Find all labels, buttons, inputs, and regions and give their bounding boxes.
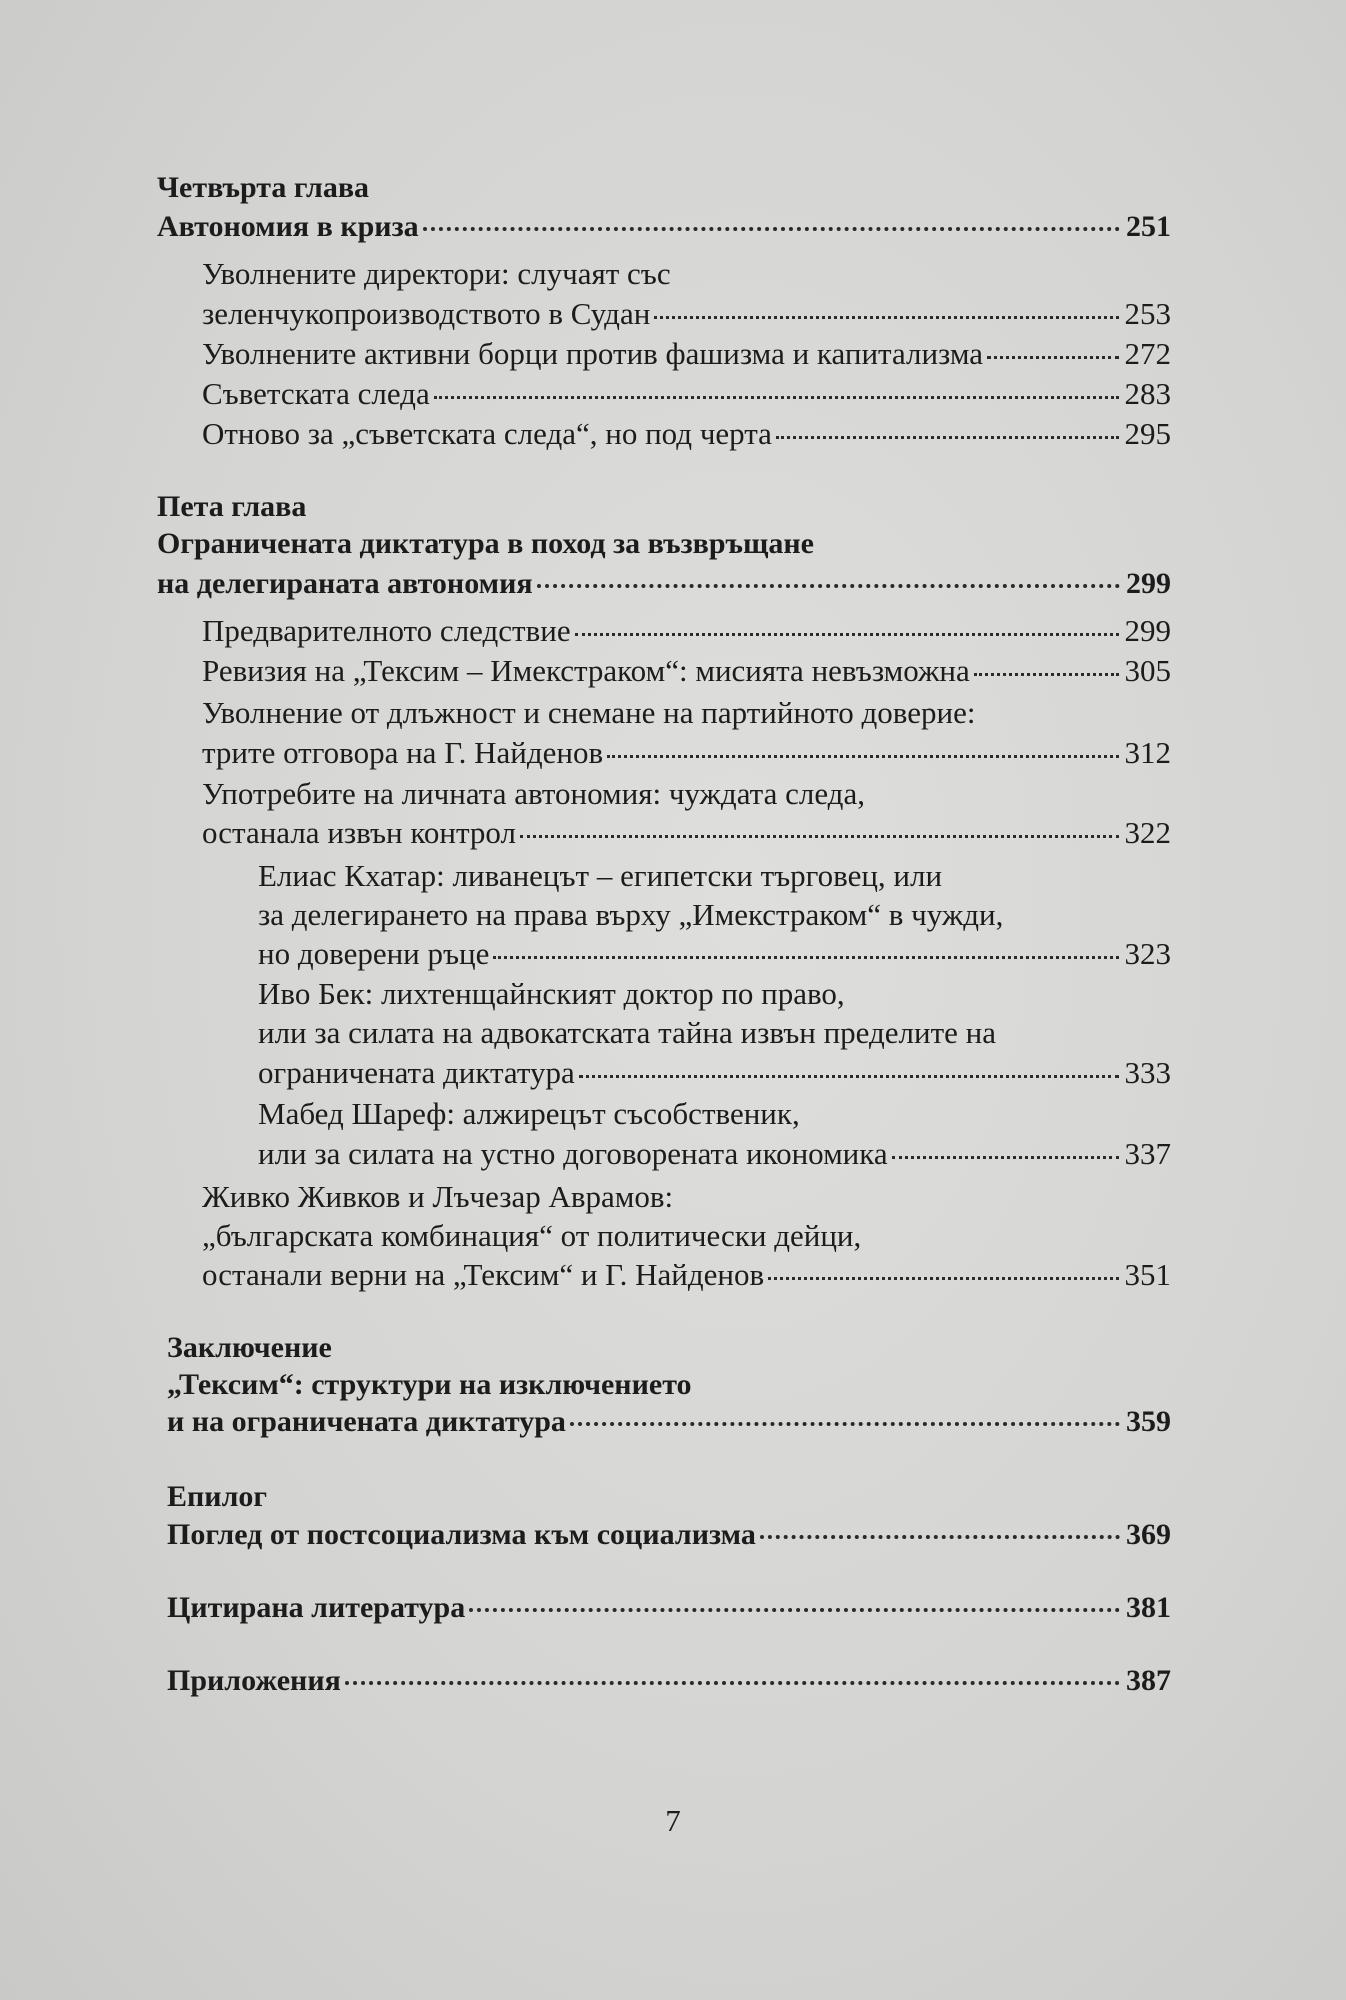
- toc-entry: [157, 566, 1171, 602]
- toc-entry: [167, 1517, 1171, 1553]
- entry-page: 312: [1124, 735, 1171, 770]
- entry-page: 351: [1124, 1257, 1171, 1292]
- chapter-label: Пета глава: [157, 490, 307, 523]
- toc-entry: [167, 1404, 1171, 1440]
- entry-page: 322: [1124, 815, 1171, 850]
- entry-title: Съветската следа: [202, 376, 430, 411]
- entry-title: Уволнените директори: случаят със: [202, 256, 671, 291]
- dot-leader: [469, 1607, 1120, 1612]
- toc-entry: [167, 1663, 1171, 1699]
- entry-title: Иво Бек: лихтенщайнският доктор по право,: [258, 976, 845, 1011]
- entry-page: 283: [1124, 376, 1171, 411]
- entry-title: Автономия в криза: [157, 210, 419, 243]
- dot-leader: [654, 315, 1118, 319]
- entry-title: Мабед Шареф: алжирецът съсобственик,: [258, 1096, 800, 1131]
- entry-title: Уволнените активни борци против фашизма и капитализма: [202, 336, 984, 371]
- toc-entry: [202, 815, 1171, 851]
- entry-title: Предварителното следствие: [202, 613, 571, 648]
- dot-leader: [570, 1421, 1120, 1426]
- entry-page: 251: [1126, 210, 1171, 243]
- entry-title: ограничената диктатура: [258, 1055, 575, 1090]
- toc-entry: [202, 336, 1171, 372]
- chapter-label: Четвърта глава: [157, 171, 370, 204]
- toc-entry: [202, 376, 1171, 412]
- toc-entry: [202, 296, 1171, 332]
- page-number: 7: [665, 1803, 681, 1838]
- dot-leader: [760, 1534, 1120, 1539]
- entry-title: но доверени ръце: [258, 936, 490, 971]
- entry-page: 381: [1126, 1591, 1171, 1624]
- entry-title: Приложения: [167, 1664, 341, 1697]
- toc-entry: [202, 613, 1171, 649]
- chapter-label: Заключение: [167, 1331, 332, 1364]
- entry-title: на делегираната автономия: [157, 567, 533, 600]
- dot-leader: [423, 226, 1120, 231]
- toc-entry: [258, 1136, 1171, 1172]
- entry-title: зеленчукопроизводството в Судан: [202, 296, 651, 331]
- dot-leader: [768, 1276, 1118, 1280]
- entry-page: 323: [1124, 936, 1171, 971]
- entry-page: 359: [1126, 1405, 1171, 1438]
- entry-page: 253: [1124, 296, 1171, 331]
- entry-title: Живко Живков и Лъчезар Аврамов:: [202, 1179, 674, 1214]
- dot-leader: [345, 1680, 1120, 1685]
- entry-title: Цитирана литература: [167, 1591, 466, 1624]
- entry-title: или за силата на адвокатската тайна извън пределите на: [258, 1015, 997, 1050]
- entry-title: Употребите на личната автономия: чуждата следа,: [202, 776, 865, 811]
- entry-page: 272: [1124, 336, 1171, 371]
- entry-title: трите отговора на Г. Найденов: [202, 735, 604, 770]
- toc-entry: [258, 936, 1171, 972]
- dot-leader: [575, 632, 1119, 636]
- toc-entry: [258, 1055, 1171, 1091]
- toc-entry: [202, 416, 1171, 452]
- entry-page: 299: [1126, 567, 1171, 600]
- entry-title: Поглед от постсоциализма към социализма: [167, 1518, 756, 1551]
- entry-page: 387: [1126, 1664, 1171, 1697]
- entry-page: 295: [1124, 416, 1171, 451]
- dot-leader: [607, 754, 1118, 758]
- entry-title: и на ограничената диктатура: [167, 1405, 566, 1438]
- entry-page: 333: [1124, 1055, 1171, 1090]
- dot-leader: [579, 1074, 1119, 1078]
- chapter-title: Ограничената диктатура в поход за възвръщане: [157, 527, 814, 560]
- dot-leader: [537, 583, 1120, 588]
- entry-title: останала извън контрол: [202, 815, 516, 850]
- entry-title: Отново за „съветската следа“, но под черта: [202, 416, 772, 451]
- dot-leader: [987, 355, 1118, 359]
- entry-title: Елиас Кхатар: ливанецът – египетски търговец, или: [258, 858, 943, 893]
- dot-leader: [892, 1155, 1119, 1159]
- dot-leader: [434, 395, 1119, 399]
- entry-page: 337: [1124, 1136, 1171, 1171]
- toc-entry: [157, 209, 1171, 245]
- entry-page: 305: [1124, 653, 1171, 688]
- entry-title: за делегирането на права върху „Имекстраком“ в чужди,: [258, 897, 1004, 932]
- entry-title: или за силата на устно договорената икономика: [258, 1136, 888, 1171]
- entry-page: 369: [1126, 1518, 1171, 1551]
- entry-title: Уволнение от длъжност и снемане на партийното доверие:: [202, 695, 976, 730]
- toc-entry: [202, 653, 1171, 689]
- dot-leader: [493, 955, 1118, 959]
- entry-title: останали верни на „Тексим“ и Г. Найденов: [202, 1257, 765, 1292]
- chapter-title: „Тексим“: структури на изключението: [167, 1368, 692, 1401]
- entry-title: Ревизия на „Тексим – Имекстраком“: мисията невъзможна: [202, 653, 970, 688]
- dot-leader: [520, 834, 1119, 838]
- toc-entry: [202, 1257, 1171, 1293]
- toc-entry: [167, 1590, 1171, 1626]
- dot-leader: [776, 435, 1119, 439]
- dot-leader: [974, 672, 1119, 676]
- chapter-label: Епилог: [167, 1480, 268, 1513]
- entry-title: „българската комбинация“ от политически дейци,: [202, 1218, 862, 1253]
- entry-page: 299: [1124, 613, 1171, 648]
- toc-entry: [202, 735, 1171, 771]
